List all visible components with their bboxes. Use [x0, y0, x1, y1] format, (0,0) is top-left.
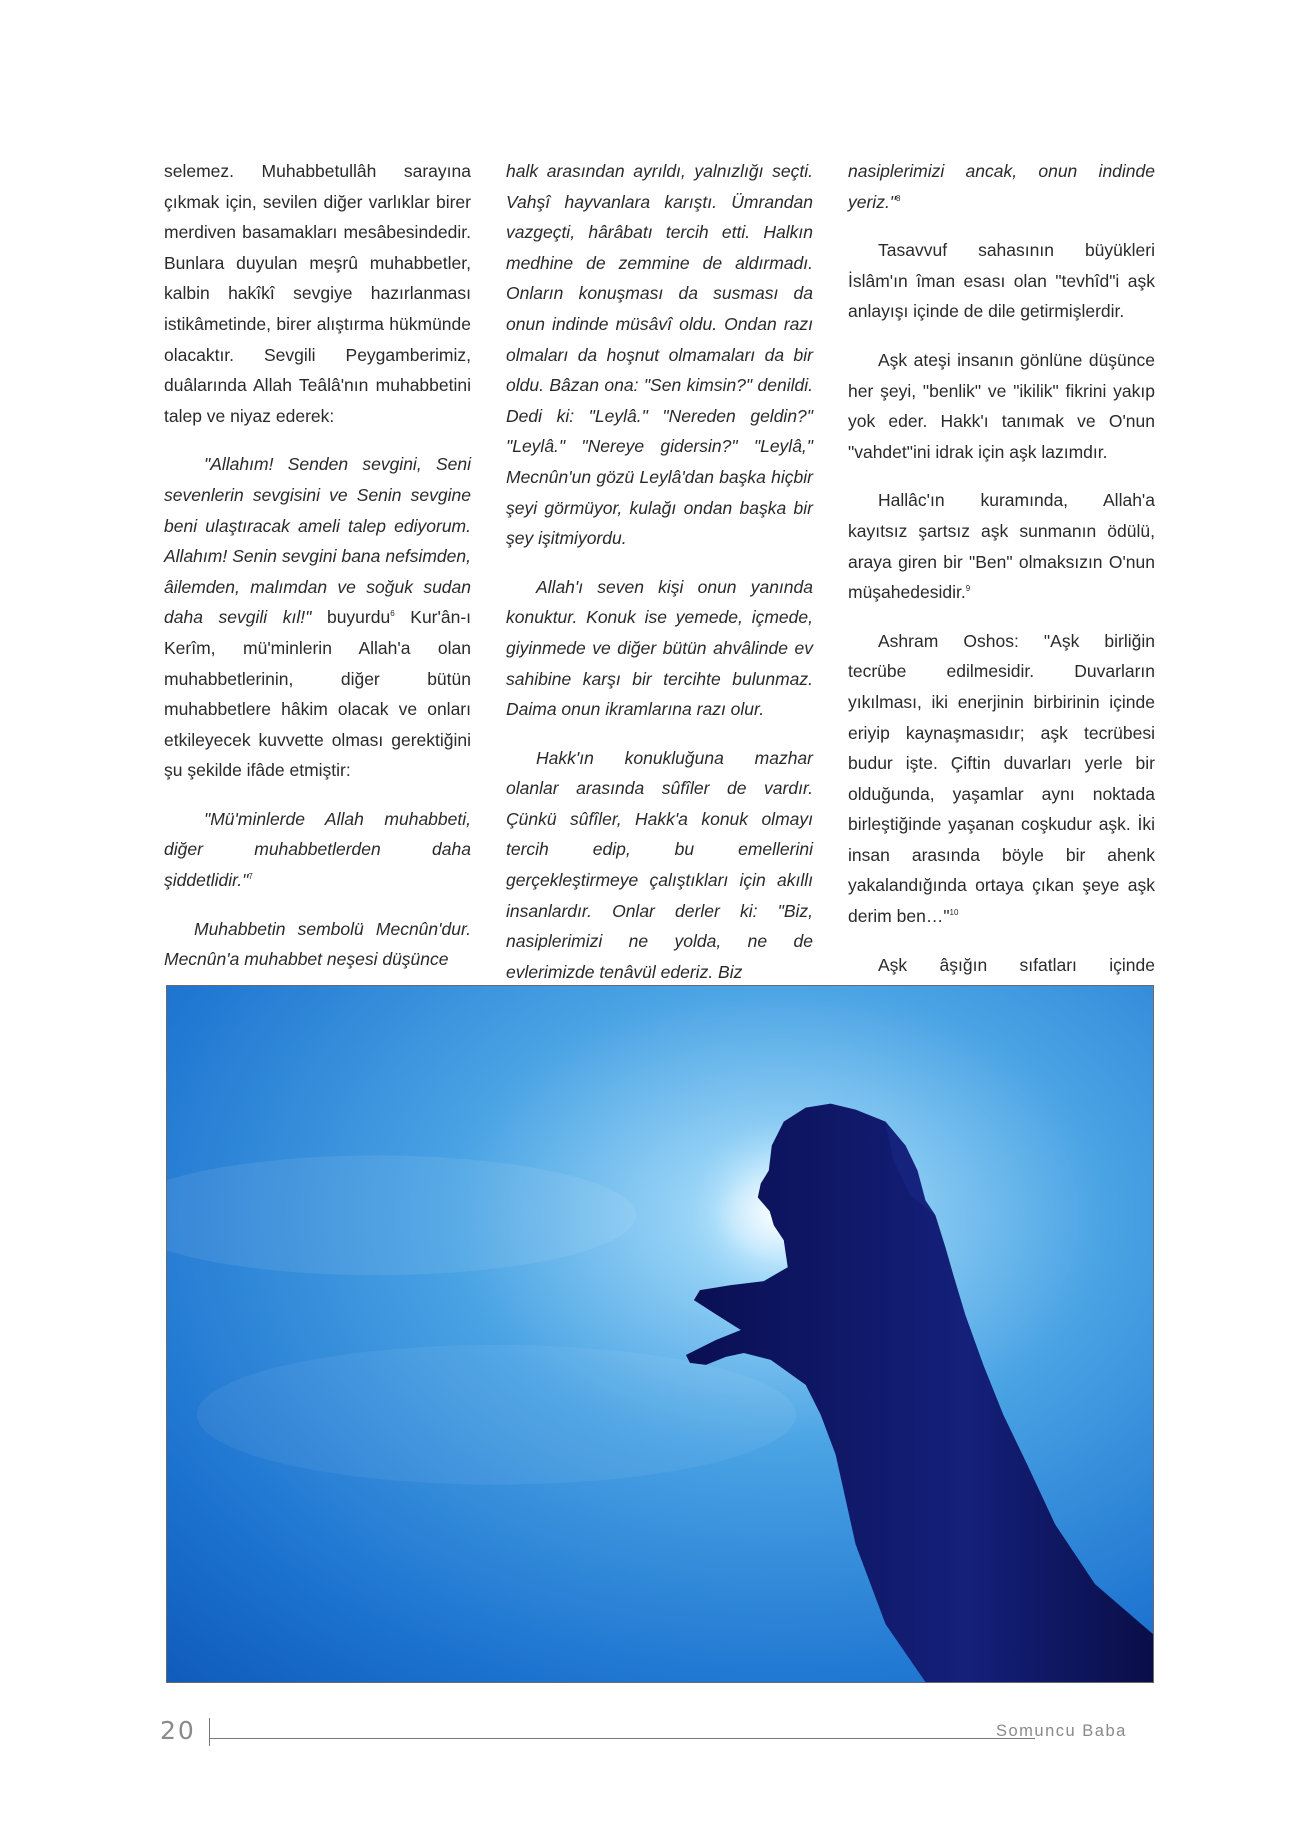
paragraph: [164, 804, 471, 896]
paragraph: Aşk ateşi insanın gönlüne düşünce her şeyi, "benlik" ve "ikilik" fikrini yakıp yok eder. Hakk'ı tanımak ve O'nun "vahdet"ini idrak için aşk lazımdır.: [848, 349, 1155, 462]
paragraph-text: Kur'ân-ı Kerîm, mü'minlerin Allah'a olan muhabbetlerinin, diğer bütün muhabbetlere hâkim olacak ve onları etkileyecek kuvvette olması gerektiğini şu şekilde ifâde etmiştir:: [164, 607, 472, 781]
paragraph-text: Ashram Oshos: "Aşk birliğin tecrübe edilmesidir. Duvarların yıkılması, iki enerjinin birbirinin içinde eriyip kaynaşmasıdır; aşk tecrübesi budur işte. Çiftin duvarları yerle bir olduğunda, yaşamlar aynı noktada birleştiğinde yaşanan coşkudur aşk. İki insan arasında böyle bir ahenk yakalandığında ortaya çıkan şeye aşk derim ben…": [848, 630, 1155, 927]
footer-divider: [209, 1718, 210, 1746]
page-footer: [160, 1716, 1160, 1756]
paragraph-text: Hallâc'ın kuramında, Allah'a kayıtsız şartsız aşk sunmanın ödülü, araya giren bir "Ben" olmaksızın O'nun müşahedesidir.: [848, 490, 1155, 603]
text-column-1: [164, 156, 471, 993]
magazine-name: Somuncu Baba: [996, 1722, 1127, 1740]
footnote-ref: 8: [896, 193, 901, 203]
paragraph: [848, 626, 1155, 932]
footnote-ref: 7: [248, 872, 253, 882]
paragraph: Tasavvuf sahasının büyükleri İslâm'ın îman esası olan "tevhîd"i aşk anlayışı içinde de dile getirmişlerdir.: [848, 240, 1155, 322]
footer-rule: [210, 1738, 1035, 1739]
quote-text: "Mü'minlerde Allah muhabbeti, diğer muhabbetlerden daha şiddetlidir.": [164, 808, 471, 891]
paragraph-text: buyurdu: [311, 607, 391, 628]
paragraph: Muhabbetin sembolü Mecnûn'dur. Mecnûn'a muhabbet neşesi düşünce: [164, 918, 471, 970]
text-column-2: [506, 156, 813, 1005]
paragraph: Aşk âşığın sıfatları içinde: [878, 954, 1155, 975]
paragraph: [848, 156, 1155, 217]
paragraph: selemez. Muhabbetullâh sarayına çıkmak için, sevilen diğer varlıklar birer merdiven basamakları mesâbesindedir. Bunlara duyulan meşrû muhabbetler, kalbin hakîkî sevgiye hazırlanması istikâmetinde, birer alıştırma hükmünde olacaktır. Sevgili Peygamberimiz, duâlarında Allah Teâlâ'nın muhabbetini talep ve niyaz ederek:: [164, 161, 471, 426]
photo-illustration: [167, 986, 1153, 1682]
page-number: 20: [160, 1716, 196, 1745]
paragraph: [164, 449, 471, 786]
paragraph: Hakk'ın konukluğuna mazhar olanlar arasında sûfîler de vardır. Çünkü sûfîler, Hakk'a konuk olmayı tercih edip, bu emellerini gerçekleştirmeye çalıştıkları için akıllı insanlardır. Onlar derler ki: "Biz, nasiplerimizi ne yolda, ne de evlerimizde tenâvül ederiz. Biz: [506, 747, 813, 982]
paragraph: Allah'ı seven kişi onun yanında konuktur. Konuk ise yemede, içmede, giyinmede ve diğer bütün ahvâlinde ev sahibine karşı bir tercihte bulunmaz. Daima onun ikramlarına razı olur.: [506, 576, 813, 720]
footnote-ref: 6: [390, 609, 395, 619]
paragraph-text: nasiplerimizi ancak, onun indinde yeriz.": [848, 161, 1155, 212]
footnote-ref: 9: [965, 584, 971, 594]
paragraph: [848, 485, 1155, 607]
footnote-ref: 10: [949, 908, 959, 918]
hadith-quote: "Allahım! Senden sevgini, Seni sevenlerin sevgisini ve Senin sevgine beni ulaştıracak ameli talep ediyorum. Allahım! Senin sevgini bana nefsimden, âilemden, malımdan ve soğuk sudan daha sevgili kıl!": [164, 454, 471, 628]
paragraph: halk arasından ayrıldı, yalnızlığı seçti. Vahşî hayvanlara karıştı. Ümrandan vazgeçti, hârâbatı tercih etti. Halkın medhine de zemmine de aldırmadı. Onların konuşması da susması da onun indinde müsâvî oldu. Ondan razı olmaları da hoşnut olmamaları da bir oldu. Bâzan ona: "Sen kimsin?" denildi. Dedi ki: "Leylâ." "Nereden geldin?" "Leylâ." "Nereye gidersin?" "Leylâ," Mecnûn'un gözü Leylâ'dan başka hiçbir şeyi görmüyor, kulağı ondan başka bir şey işitmiyordu.: [506, 161, 813, 549]
text-column-3: [848, 156, 1155, 1029]
statue-silhouette-photo: [166, 985, 1154, 1683]
